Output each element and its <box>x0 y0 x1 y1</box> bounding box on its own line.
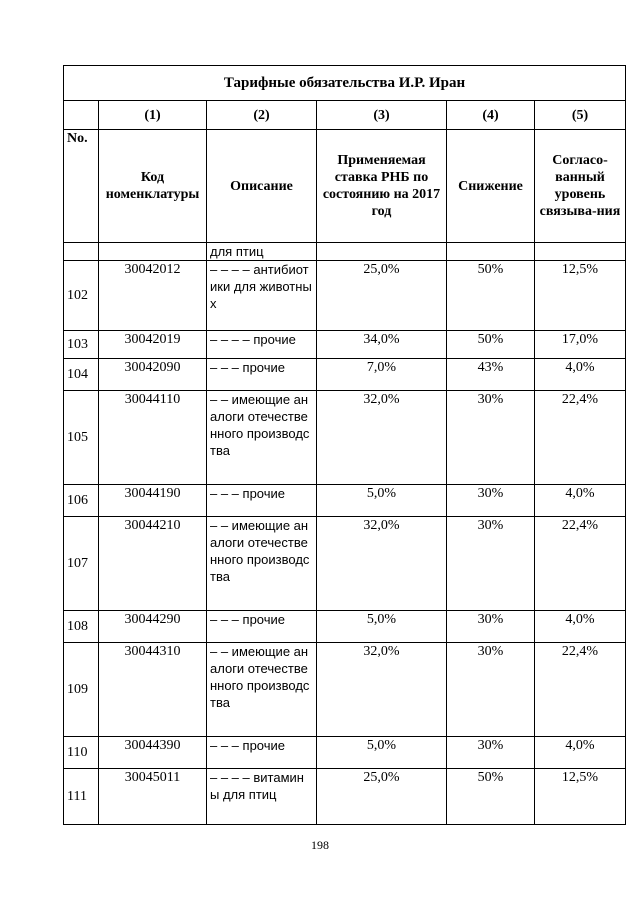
row-description: – – имеющие аналоги отечественного производства <box>207 517 317 611</box>
header-code: Код номенклатуры <box>99 130 207 243</box>
header-row <box>64 130 626 243</box>
row-code: 30042012 <box>99 261 207 331</box>
table-row <box>64 359 626 391</box>
row-code: 30044390 <box>99 737 207 769</box>
row-code: 30042090 <box>99 359 207 391</box>
row-number: 102 <box>64 261 99 331</box>
row-number: 106 <box>64 485 99 517</box>
continuation-row <box>64 243 626 261</box>
page-number: 198 <box>311 838 329 852</box>
column-number-3: (3) <box>317 101 447 130</box>
table-row <box>64 611 626 643</box>
column-number-2: (2) <box>207 101 317 130</box>
row-reduction: 50% <box>447 261 535 331</box>
header-bound: Согласо-ванный уровень связыва-ния <box>535 130 626 243</box>
row-bound: 4,0% <box>535 359 626 391</box>
row-bound: 22,4% <box>535 643 626 737</box>
row-number: 110 <box>64 737 99 769</box>
row-description: – – – прочие <box>207 485 317 517</box>
row-rate: 25,0% <box>317 261 447 331</box>
row-bound: 22,4% <box>535 391 626 485</box>
row-bound: 12,5% <box>535 261 626 331</box>
row-code: 30045011 <box>99 769 207 825</box>
table-row <box>64 331 626 359</box>
header-rate: Применяемая ставка РНБ по состоянию на 2017 год <box>317 130 447 243</box>
row-rate: 32,0% <box>317 643 447 737</box>
row-number: 108 <box>64 611 99 643</box>
row-reduction: 30% <box>447 643 535 737</box>
row-bound: 4,0% <box>535 485 626 517</box>
row-description: – – имеющие аналоги отечественного производства <box>207 391 317 485</box>
row-description: – – – прочие <box>207 737 317 769</box>
row-reduction: 30% <box>447 485 535 517</box>
row-reduction: 30% <box>447 737 535 769</box>
column-number-1: (1) <box>99 101 207 130</box>
column-number-5: (5) <box>535 101 626 130</box>
header-reduction: Снижение <box>447 130 535 243</box>
table-row <box>64 517 626 611</box>
continuation-blank-bound <box>535 243 626 261</box>
continuation-text: для птиц <box>207 243 317 261</box>
row-code: 30044190 <box>99 485 207 517</box>
row-description: – – – прочие <box>207 359 317 391</box>
row-reduction: 43% <box>447 359 535 391</box>
header-no: No. <box>64 130 99 243</box>
row-bound: 4,0% <box>535 611 626 643</box>
row-reduction: 50% <box>447 331 535 359</box>
row-rate: 5,0% <box>317 737 447 769</box>
row-description: – – – прочие <box>207 611 317 643</box>
table-row <box>64 485 626 517</box>
row-description: – – имеющие аналоги отечественного производства <box>207 643 317 737</box>
row-description: – – – – витамины для птиц <box>207 769 317 825</box>
table-row <box>64 769 626 825</box>
row-rate: 7,0% <box>317 359 447 391</box>
header-description: Описание <box>207 130 317 243</box>
row-number: 104 <box>64 359 99 391</box>
row-rate: 5,0% <box>317 611 447 643</box>
continuation-blank-reduction <box>447 243 535 261</box>
row-description: – – – – антибиотики для животных <box>207 261 317 331</box>
table-row <box>64 737 626 769</box>
table-row <box>64 643 626 737</box>
row-code: 30044310 <box>99 643 207 737</box>
row-number: 111 <box>64 769 99 825</box>
row-number: 105 <box>64 391 99 485</box>
row-code: 30044290 <box>99 611 207 643</box>
table-row <box>64 261 626 331</box>
row-bound: 4,0% <box>535 737 626 769</box>
row-code: 30044210 <box>99 517 207 611</box>
row-number: 109 <box>64 643 99 737</box>
row-code: 30044110 <box>99 391 207 485</box>
row-rate: 32,0% <box>317 391 447 485</box>
row-rate: 25,0% <box>317 769 447 825</box>
row-reduction: 30% <box>447 517 535 611</box>
continuation-blank-code <box>99 243 207 261</box>
row-bound: 12,5% <box>535 769 626 825</box>
row-rate: 32,0% <box>317 517 447 611</box>
row-reduction: 30% <box>447 611 535 643</box>
table-row <box>64 391 626 485</box>
column-number-4: (4) <box>447 101 535 130</box>
row-bound: 17,0% <box>535 331 626 359</box>
row-rate: 34,0% <box>317 331 447 359</box>
row-reduction: 50% <box>447 769 535 825</box>
row-reduction: 30% <box>447 391 535 485</box>
continuation-blank-no <box>64 243 99 261</box>
row-number: 107 <box>64 517 99 611</box>
row-rate: 5,0% <box>317 485 447 517</box>
continuation-blank-rate <box>317 243 447 261</box>
row-description: – – – – прочие <box>207 331 317 359</box>
row-code: 30042019 <box>99 331 207 359</box>
tariff-table <box>63 65 626 825</box>
column-number-row <box>64 101 626 130</box>
column-number-blank <box>64 101 99 130</box>
row-bound: 22,4% <box>535 517 626 611</box>
table-title: Тарифные обязательства И.Р. Иран <box>64 66 626 101</box>
row-number: 103 <box>64 331 99 359</box>
table-body <box>64 66 626 825</box>
title-row <box>64 66 626 101</box>
